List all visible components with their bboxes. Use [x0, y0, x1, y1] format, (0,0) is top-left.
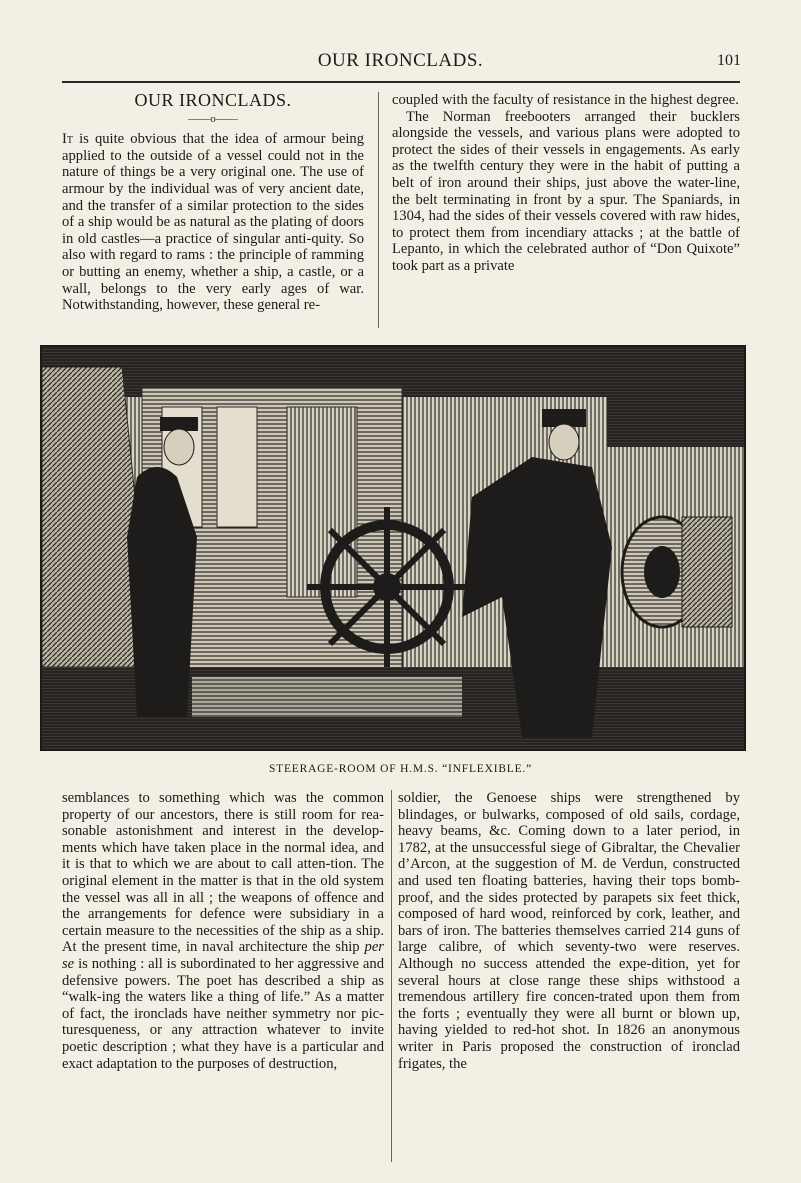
- paragraph-opening: [62, 131, 364, 314]
- column-bottom-right: [398, 790, 740, 1072]
- paragraph-continuation: coupled with the faculty of resistance in the highest degree.: [392, 92, 739, 108]
- title-ornament: ——o——: [188, 112, 238, 125]
- running-head: [0, 50, 801, 76]
- column-top-right: [392, 92, 740, 275]
- illustration-caption: STEERAGE-ROOM OF H.M.S. “INFLEXIBLE.”: [268, 763, 533, 775]
- column-bottom-left: [62, 790, 384, 1072]
- semblances-text-a: semblances to something which was the common property of our ancestors, there is still room for rea-sonable astonishment and interest in the develop-ments which have taken place in the normal idea, and it is that to which we are about to call atten-tion. The original element in the matter is that in the old system the vessel was all in all ; the weapons of offence and the arrangements for defence were subsidiary in a certain measure to the necessities of the ship as a ship. At the present time, in naval architecture the ship: [62, 790, 384, 956]
- paragraph-norman: The Norman freebooters arranged their bucklers alongside the vessels, and various plans were adopted to protect the sides of their vessels in engagements. As early as the twelfth century they were in the habit of putting a belt of iron around their ships, just above the water-line, the belt terminating in front by a spur. The Spaniards, in 1304, had the sides of their vessels covered with raw hides, to protect them from incendiary attacks ; at the battle of Lepanto, in which the celebrated author of “Don Quixote” took part as a private: [392, 108, 740, 274]
- running-title: OUR IRONCLADS.: [317, 50, 484, 71]
- paragraph-semblances: [62, 790, 384, 1072]
- article-title: OUR IRONCLADS.: [134, 90, 292, 110]
- page-number: 101: [717, 52, 741, 69]
- opening-text: is quite obvious that the idea of armour being applied to the outside of a vessel could not in the nature of things be a very original one. The use of armour by the individual was of very ancient date, and the transfer of a similar protection to the sides of a ship would be as natural as the plating of doors in old castles—a practice of singular anti-quity. So also with regard to rams : the principle of ramming or butting an enemy, whether a ship, a castle, or a wall, belongs to the very early ages of war. Notwithstanding, however, these general re-: [62, 131, 364, 314]
- column-divider-top: [378, 92, 379, 328]
- engraving-image: [42, 347, 744, 749]
- steerage-room-illustration: [40, 345, 746, 751]
- column-top-left: [62, 92, 364, 314]
- opening-word: It: [62, 131, 73, 148]
- column-divider-bottom: [391, 790, 392, 1162]
- header-rule: [62, 81, 740, 83]
- paragraph-soldier: soldier, the Genoese ships were strengthened by blindages, or bulwarks, composed of old sails, cordage, heavy beams, &c. Coming down to a later period, in 1782, at the unsuccessful siege of Gibraltar, the Chevalier d’Arcon, at the suggestion of M. de Verdun, constructed and used ten floating batteries, having their tops bomb-proof, and the sides protected by parapets six feet thick, composed of hard wood, reinforced by cork, leather, and bars of iron. The batteries themselves carried 214 guns of large calibre, of which seventy-two were reserves. Although no success attended the expe-dition, yet for several hours at close range these ships withstood a tremendous artillery fire concen-trated upon them from the forts ; eventually they were all burnt or blown up, having yielded to red-hot shot. In 1826 an anonymous writer in Paris proposed the construction of ironclad frigates, the: [398, 790, 740, 1072]
- semblances-text-b: is nothing : all is subordinated to her aggressive and defensive powers. The poet has described a ship as “walk-ing the waters like a thing of life.” As a matter of fact, the ironclads have neither symmetry nor pic-turesqueness, or any attraction whatever to invite poetic description ; what they have is a particular and exact adaptation to the purposes of destruction,: [62, 955, 384, 1072]
- per-se-italic: per se: [62, 939, 384, 972]
